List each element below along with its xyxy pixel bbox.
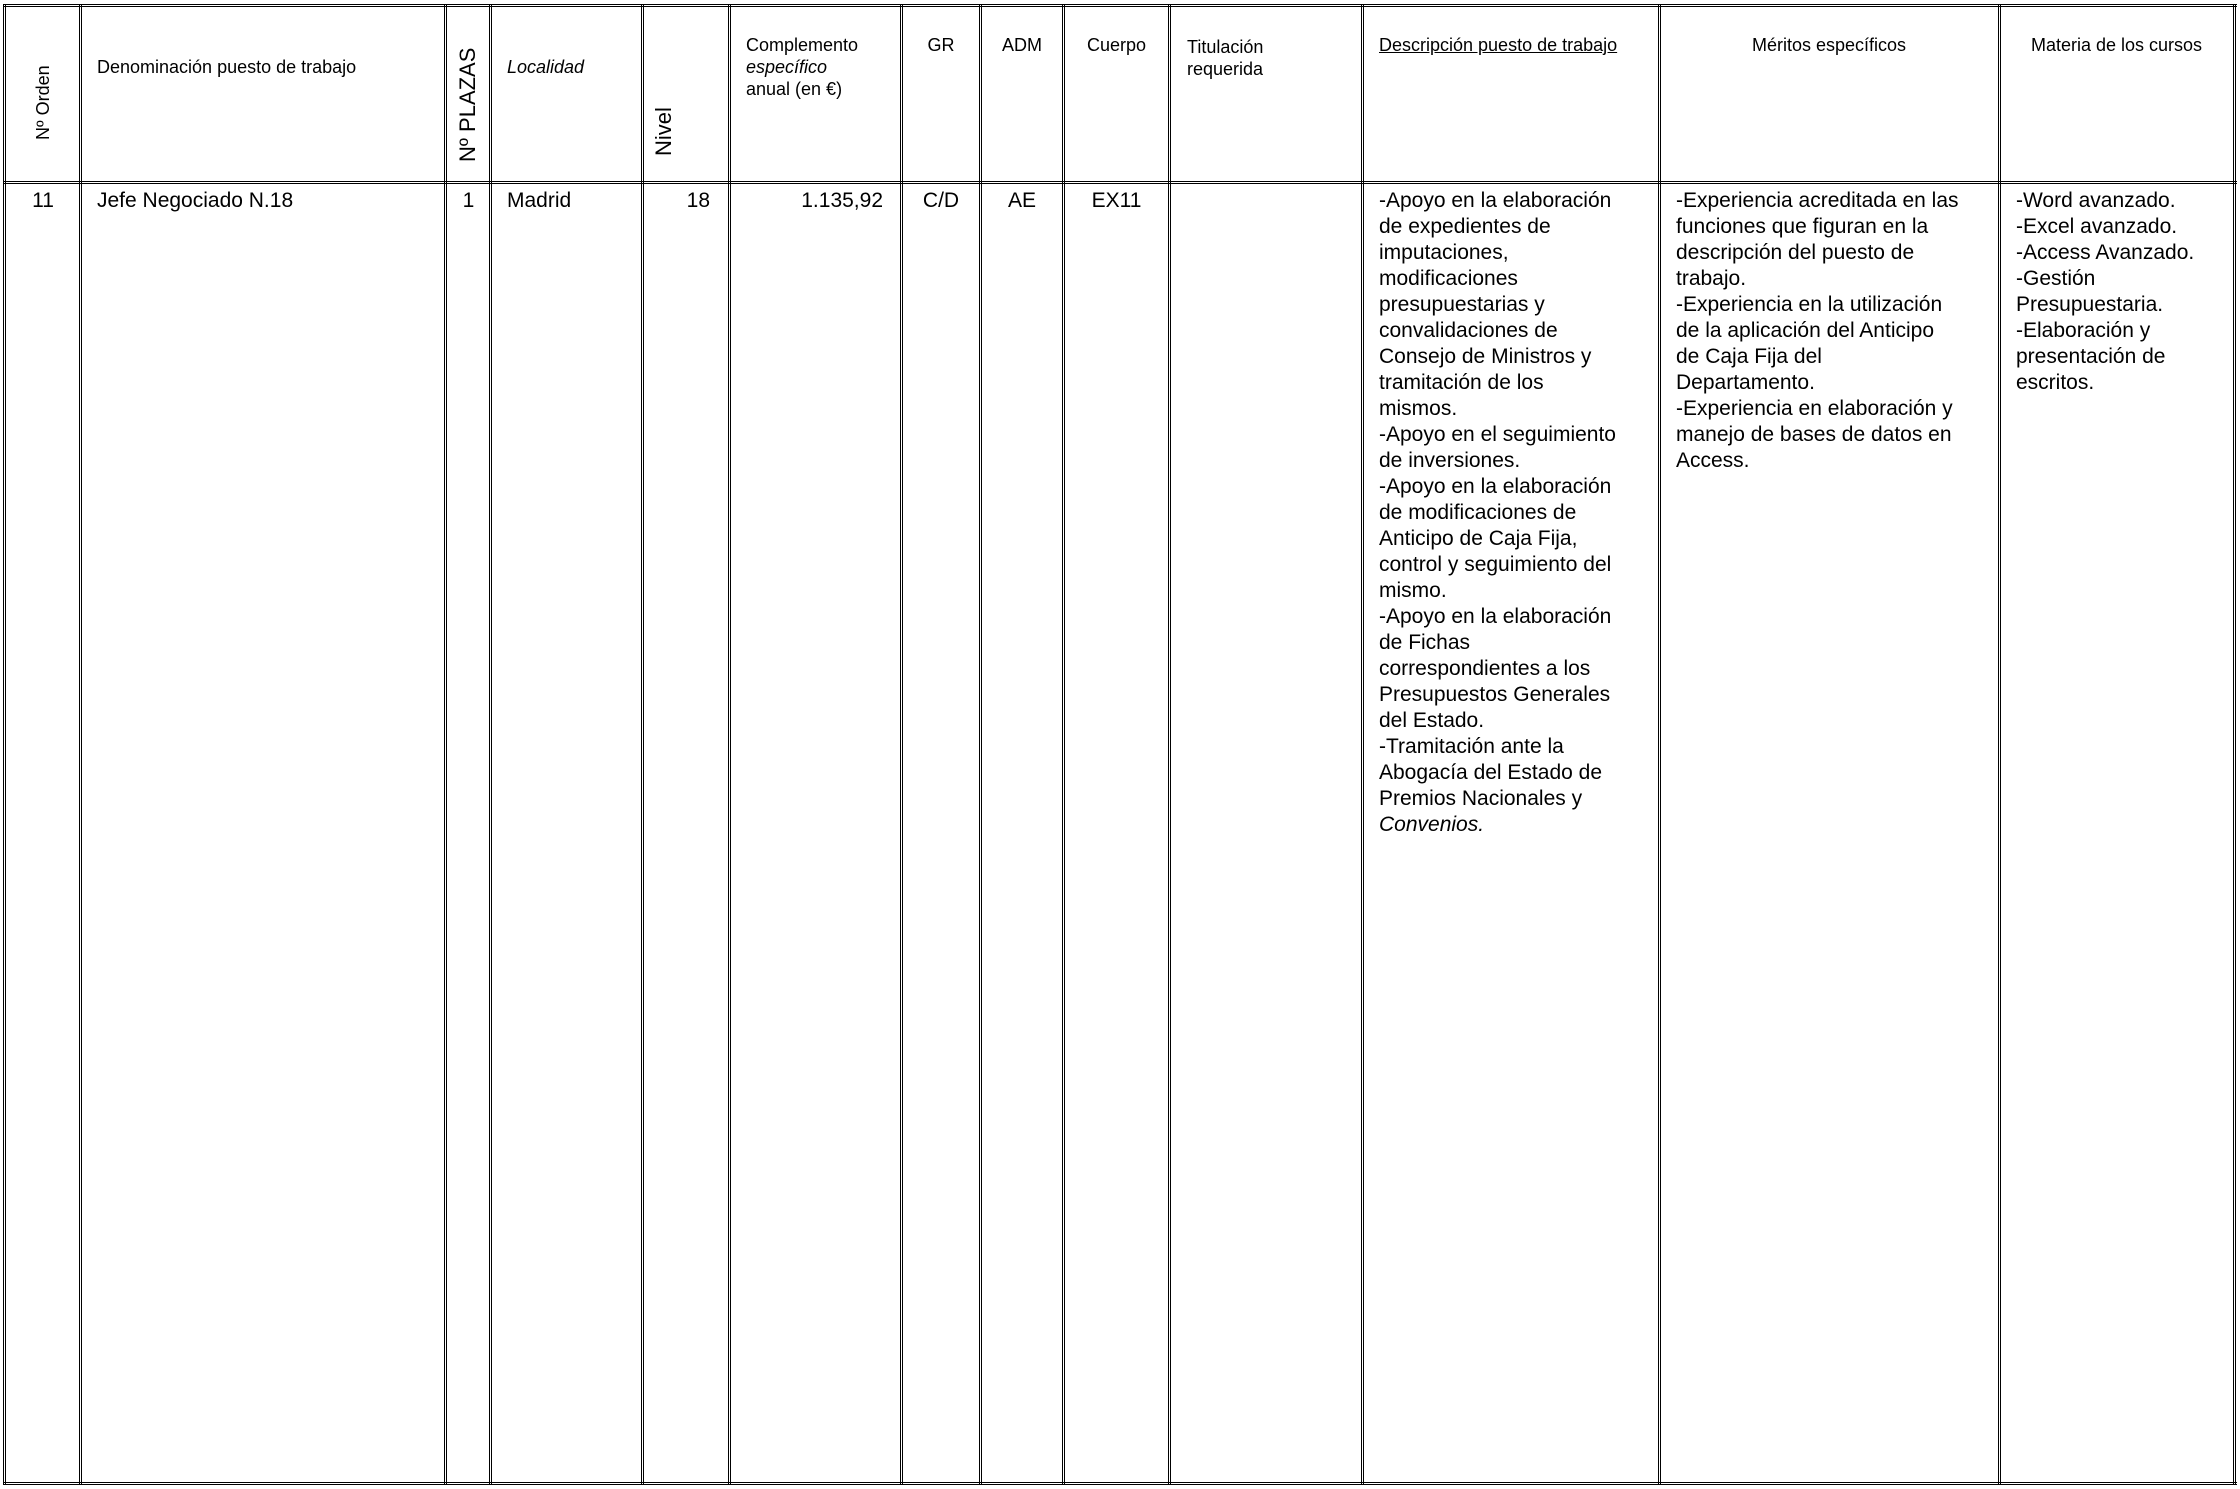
header-adm: ADM <box>1002 35 1042 55</box>
header-meritos: Méritos específicos <box>1751 35 1907 55</box>
grid-line <box>979 4 982 1485</box>
header-nivel: Nivel <box>651 107 676 156</box>
descripcion-line: -Apoyo en la elaboración <box>1379 475 1612 498</box>
meritos-line: Departamento. <box>1676 371 1815 394</box>
descripcion-line: de expedientes de <box>1379 215 1551 238</box>
header-complemento-line: anual (en €) <box>746 79 843 99</box>
materia-line: -Access Avanzado. <box>2016 241 2195 264</box>
descripcion-line: de modificaciones de <box>1379 501 1577 524</box>
descripcion-line: Convenios. <box>1379 813 1485 836</box>
cell-complemento: 1.135,92 <box>801 189 883 212</box>
meritos-line: funciones que figuran en la <box>1676 215 1929 238</box>
materia-line: -Word avanzado. <box>2016 189 2176 212</box>
grid-line <box>3 4 2237 7</box>
descripcion-line: mismo. <box>1379 579 1447 602</box>
grid-line <box>489 4 492 1485</box>
descripcion-line: Consejo de Ministros y <box>1379 345 1592 368</box>
materia-line: presentación de <box>2016 345 2166 368</box>
meritos-line: -Experiencia en la utilización <box>1676 293 1943 316</box>
meritos-line: trabajo. <box>1676 267 1747 290</box>
header-cuerpo: Cuerpo <box>1086 35 1147 55</box>
header-gr: GR <box>927 35 955 55</box>
cell-nivel: 18 <box>686 189 710 212</box>
header-materia: Materia de los cursos <box>2030 35 2203 55</box>
descripcion-line: de inversiones. <box>1379 449 1521 472</box>
cell-meritos <box>1676 188 1996 474</box>
cell-localidad: Madrid <box>507 189 572 212</box>
materia-line: escritos. <box>2016 371 2095 394</box>
header-localidad: Localidad <box>507 57 585 77</box>
grid-line <box>79 4 82 1485</box>
meritos-line: de Caja Fija del <box>1676 345 1822 368</box>
grid-line <box>1062 4 1065 1485</box>
header-denominacion: Denominación puesto de trabajo <box>97 57 357 77</box>
descripcion-line: -Apoyo en la elaboración <box>1379 605 1612 628</box>
cell-plazas: 1 <box>462 189 475 212</box>
header-complemento <box>746 34 858 100</box>
header-titulacion-line: requerida <box>1187 59 1264 79</box>
meritos-line: descripción del puesto de <box>1676 241 1915 264</box>
grid-line <box>3 4 6 1485</box>
grid-line <box>900 4 903 1485</box>
descripcion-line: Abogacía del Estado de <box>1379 761 1603 784</box>
descripcion-line: modificaciones <box>1379 267 1518 290</box>
descripcion-line: Premios Nacionales y <box>1379 787 1583 810</box>
cell-adm: AE <box>1007 189 1036 212</box>
header-titulacion-line: Titulación <box>1187 37 1264 57</box>
descripcion-line: del Estado. <box>1379 709 1485 732</box>
meritos-line: de la aplicación del Anticipo <box>1676 319 1935 342</box>
grid-line <box>641 4 644 1485</box>
grid-line <box>728 4 731 1485</box>
descripcion-line: Anticipo de Caja Fija, <box>1379 527 1578 550</box>
grid-line <box>1998 4 2001 1485</box>
meritos-line: manejo de bases de datos en <box>1676 423 1952 446</box>
grid-line <box>3 181 2237 184</box>
descripcion-line: imputaciones, <box>1379 241 1509 264</box>
descripcion-line: -Tramitación ante la <box>1379 735 1564 758</box>
grid-line <box>1168 4 1171 1485</box>
materia-line: -Gestión <box>2016 267 2096 290</box>
meritos-line: Access. <box>1676 449 1750 472</box>
header-complemento-line: Complemento <box>746 35 859 55</box>
cell-cuerpo: EX11 <box>1091 189 1142 212</box>
descripcion-line: mismos. <box>1379 397 1458 420</box>
descripcion-line: -Apoyo en el seguimiento <box>1379 423 1616 446</box>
header-titulacion <box>1187 36 1263 80</box>
header-orden: Nº Orden <box>33 65 53 140</box>
materia-line: -Elaboración y <box>2016 319 2151 342</box>
descripcion-line: de Fichas <box>1379 631 1471 654</box>
grid-line <box>444 4 447 1485</box>
meritos-line: -Experiencia acreditada en las <box>1676 189 1959 212</box>
descripcion-line: -Apoyo en la elaboración <box>1379 189 1612 212</box>
materia-line: -Excel avanzado. <box>2016 215 2178 238</box>
grid-line <box>3 1482 2237 1485</box>
materia-line: Presupuestaria. <box>2016 293 2164 316</box>
cell-materia <box>2016 188 2231 396</box>
header-complemento-line: específico <box>746 57 828 77</box>
cell-gr: C/D <box>922 189 960 212</box>
header-plazas: Nº PLAZAS <box>455 47 480 162</box>
grid-line <box>2233 4 2236 1485</box>
descripcion-line: Presupuestos Generales <box>1379 683 1611 706</box>
cell-orden: 11 <box>32 189 54 212</box>
descripcion-line: correspondientes a los <box>1379 657 1591 680</box>
descripcion-line: presupuestarias y <box>1379 293 1545 316</box>
cell-descripcion <box>1379 188 1659 838</box>
descripcion-line: convalidaciones de <box>1379 319 1558 342</box>
meritos-line: -Experiencia en elaboración y <box>1676 397 1953 420</box>
descripcion-line: control y seguimiento del <box>1379 553 1612 576</box>
descripcion-line: tramitación de los <box>1379 371 1544 394</box>
grid-line <box>1361 4 1364 1485</box>
header-descripcion: Descripción puesto de trabajo <box>1379 35 1618 55</box>
cell-denominacion: Jefe Negociado N.18 <box>97 189 294 212</box>
